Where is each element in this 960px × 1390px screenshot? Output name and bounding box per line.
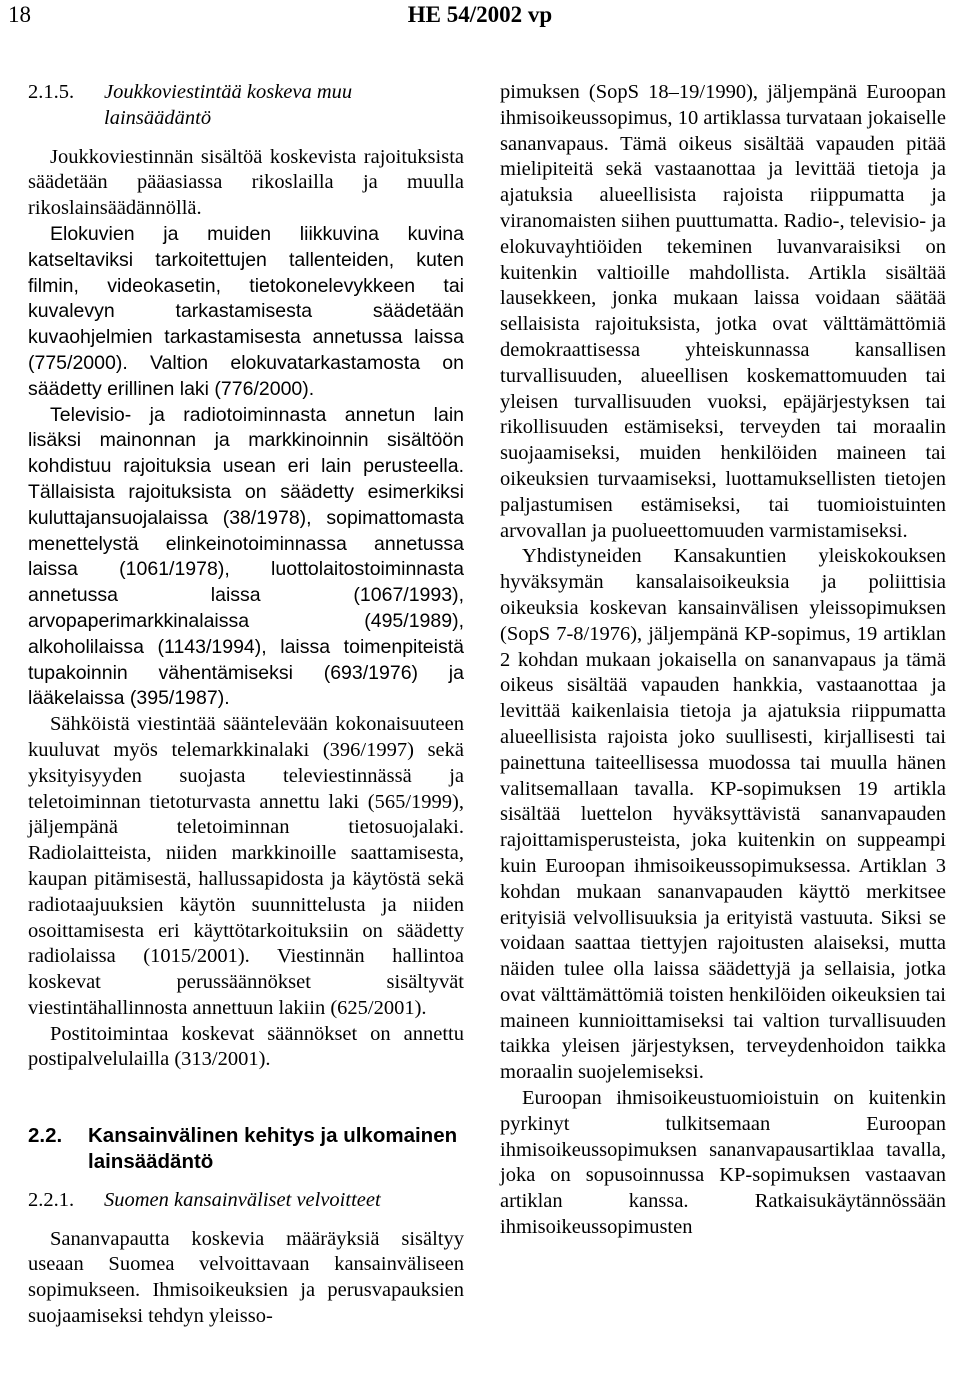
document-id: HE 54/2002 vp <box>407 2 553 27</box>
right-column <box>500 80 946 1241</box>
paragraph: Elokuvien ja muiden liikkuvina kuvina katseltaviksi tarkoitettujen tallenteiden, kuten filmin, videokasetin, tietokonelevykkeen tai kuvalevyn tarkastamisesta säädetään kuvaohjelmien tarkastamisesta annetussa laissa (775/2000). Valtion elokuvatarkastamosta on säädetty erillinen laki (776/2000). <box>28 222 464 400</box>
paragraph: Postitoimintaa koskevat säännökset on annettu postipalvelulailla (313/2001). <box>28 1022 464 1071</box>
paragraph: pimuksen (SopS 18–19/1990), jäljempänä Euroopan ihmisoikeussopimus, 10 artiklassa turvataan jokaiselle sananvapaus. Tämä oikeus sisältää vapauden pitää mielipiteitä sekä vastaanottaa ja levittää tietoja ja ajatuksia alueellisista rajoista riippumatta ja viranomaisten siihen puuttumatta. Radio-, televisio- ja elokuvayhtiöiden tekeminen luvanvaraisiksi on kuitenkin valtioille mahdollista. Artikla sisältää lausekkeen, jonka mukaan laissa voidaan säätää sellaisista rajoituksista, jotka ovat välttämättömiä demokraattisessa yhteiskunnassa kansallisen turvallisuuden, alueellisen koskemattomuuden tai yleisen turvallisuuden vuoksi, epäjärjestyksen tai rikollisuuden estämiseksi, terveyden tai moraalin suojaamiseksi, muiden henkilöiden maineen tai oikeuksien turvaamiseksi, luottamuksellisten tietojen paljastumisen estämiseksi, tai tuomioistuinten arvovallan ja puolueettomuuden varmistamiseksi. <box>500 81 946 542</box>
section-heading-2-1-5 <box>28 80 464 132</box>
paragraph: Yhdistyneiden Kansakuntien yleiskokouksen hyväksymän kansalaisoikeuksia ja poliittisia oikeuksia koskevan kansainvälisen yleissopimuksen (SopS 7-8/1976), jäljempänä KP-sopimus, 19 artiklan 2 kohdan mukaan jokaisella on sananvapaus ja tämä oikeus sisältää vapauden hankkia, vastaanottaa ja levittää kaikenlaisia tietoja ja ajatuksia riippumatta alueellisista rajoista joko suullisesti, kirjallisesti tai painettuna taiteellisessa muodossa tai muulla hänen valitsemallaan tavalla. KP-sopimuksen 19 artikla sisältää luettelon hyväksyttävistä sananvapauden rajoittamisperusteista, joka kuitenkin on suppeampi kuin Euroopan ihmisoikeussopimuksessa. Artiklan 3 kohdan mukaan sananvapauden käyttö merkitsee erityisiä velvollisuuksia ja erityistä vastuuta. Siksi se voidaan saattaa tiettyjen rajoitusten alaiseksi, mutta näiden tulee olla laissa säädettyjä ja sellaisia, jotka ovat välttämättömiä toisten henkilöiden oikeuksien tai maineen kunnioittamiseksi tai valtion turvallisuuden taikka yleisen järjestyksen, terveydenhoidon taikka moraalin suojelemiseksi. <box>500 545 946 1084</box>
section-number: 2.1.5. <box>28 81 75 103</box>
section-title: Kansainvälinen kehitys ja ulkomainen lainsäädäntö <box>88 1124 458 1174</box>
section-number: 2.2. <box>28 1124 63 1148</box>
page-header <box>0 0 960 40</box>
paragraph: Sananvapautta koskevia määräyksiä sisältyy useaan Suomea velvoittavaan kansainväliseen sopimukseen. Ihmisoikeuksien ja perusvapauksien suojaamiseksi tehdyn yleisso- <box>28 1227 464 1328</box>
page-number: 18 <box>8 2 31 27</box>
section-heading-2-2 <box>28 1123 464 1175</box>
section-heading-2-2-1 <box>28 1188 464 1214</box>
left-column <box>28 80 464 1330</box>
paragraph: Euroopan ihmisoikeustuomioistuin on kuitenkin pyrkinyt tulkitsemaan Euroopan ihmisoikeussopimuksen sananvapausartiklaa tavalla, joka on sopusoinnussa KP-sopimuksen vastaavan artiklan kanssa. Ratkaisukäytännössään ihmisoikeussopimusten <box>500 1087 946 1239</box>
section-title: Joukkoviestintää koskeva muu lainsäädäntö <box>104 81 353 129</box>
section-title: Suomen kansainväliset velvoitteet <box>104 1188 381 1211</box>
paragraph: Joukkoviestinnän sisältöä koskevista rajoituksista säädetään pääasiassa rikoslailla ja muulla rikoslainsäädännöllä. <box>28 145 464 220</box>
paragraph: Televisio- ja radiotoiminnasta annetun lain lisäksi mainonnan ja markkinoinnin sisältöön kohdistuu rajoituksia usean eri lain perusteella. Tällaisista rajoituksista on säädetty esimerkiksi kuluttajansuojalaissa (38/1978), sopimattomasta menettelystä elinkeinotoiminnassa annetussa laissa (1061/1978), luottolaitostoiminnasta annetussa laissa (1067/1993), arvopaperimarkkinalaissa (495/1989), alkoholilaissa (1143/1994), laissa toimenpiteistä tupakoinnin vähentämiseksi (693/1976) ja lääkelaissa (395/1987). <box>28 403 464 710</box>
paragraph: Sähköistä viestintää sääntelevään kokonaisuuteen kuuluvat myös telemarkkinalaki (396/1997) sekä yksityisyyden suojasta televiestinnässä ja teletoiminnan tietoturvasta annettu laki (565/1999), jäljempänä teletoiminnan tietosuojalaki. Radiolaitteista, niiden markkinoille saattamisesta, kaupan pitämisestä, hallussapidosta ja käytöstä sekä radiotaajuuksien käytön suunnittelusta ja niiden osoittamisesta eri käyttötarkoituksiin on säädetty radiolaissa (1015/2001). Viestinnän hallintoa koskevat perussäännökset sisältyvät viestintähallinnosta annettuun lakiin (625/2001). <box>28 713 464 1019</box>
section-number: 2.2.1. <box>28 1188 75 1211</box>
